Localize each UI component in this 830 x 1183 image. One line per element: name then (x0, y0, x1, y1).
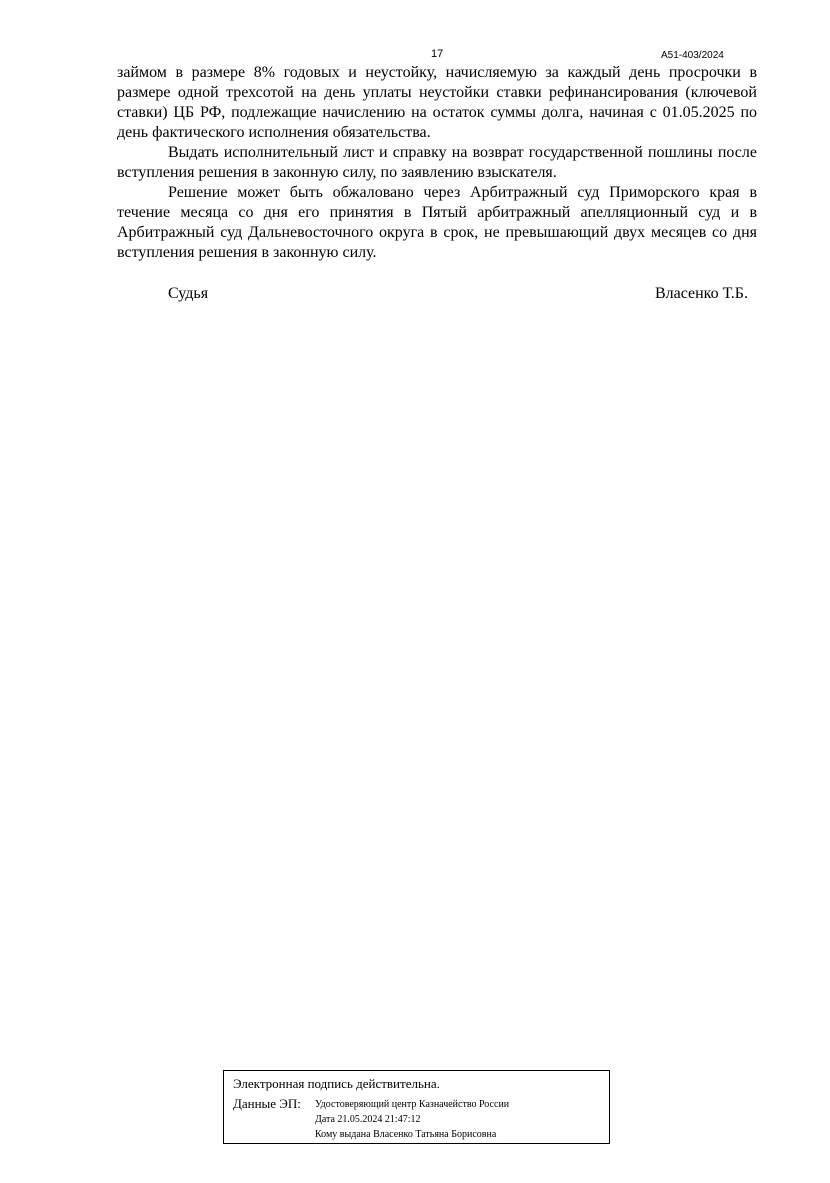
case-number: А51-403/2024 (661, 50, 724, 61)
e-signature-label: Данные ЭП: (233, 1096, 301, 1111)
e-signature-issued-to: Кому выдана Власенко Татьяна Борисовна (315, 1129, 497, 1140)
judge-role: Судья (168, 285, 209, 302)
e-signature-issuer: Удостоверяющий центр Казначейство России (315, 1099, 510, 1110)
page-number: 17 (431, 48, 444, 60)
e-signature-date: Дата 21.05.2024 21:47:12 (315, 1114, 421, 1125)
decision-text (117, 63, 757, 263)
judge-name: Власенко Т.Б. (654, 285, 748, 302)
e-signature-title: Электронная подпись действительна. (233, 1076, 440, 1091)
electronic-signature-stamp (223, 1070, 610, 1144)
paragraph-appeal: Решение может быть обжаловано через Арбитражный суд Приморского края в течение месяца со дня его принятия в Пятый арбитражный апелляционный суд и в Арбитражный суд Дальневосточного округа в срок, не превышающий двух месяцев со дня вступления решения в законную силу. (117, 184, 757, 261)
paragraph-writ-of-execution: Выдать исполнительный лист и справку на возврат государственной пошлины после вступления решения в законную силу, по заявлению взыскателя. (117, 144, 757, 181)
paragraph-penalty: займом в размере 8% годовых и неустойку, начисляемую за каждый день просрочки в размере одной трехсотой на день уплаты неустойки ставки рефинансирования (ключевой ставки) ЦБ РФ, подлежащие начислению на остаток суммы долга, начиная с 01.05.2025 по день фактического исполнения обязательства. (117, 64, 757, 141)
e-signature-details (315, 1097, 509, 1142)
